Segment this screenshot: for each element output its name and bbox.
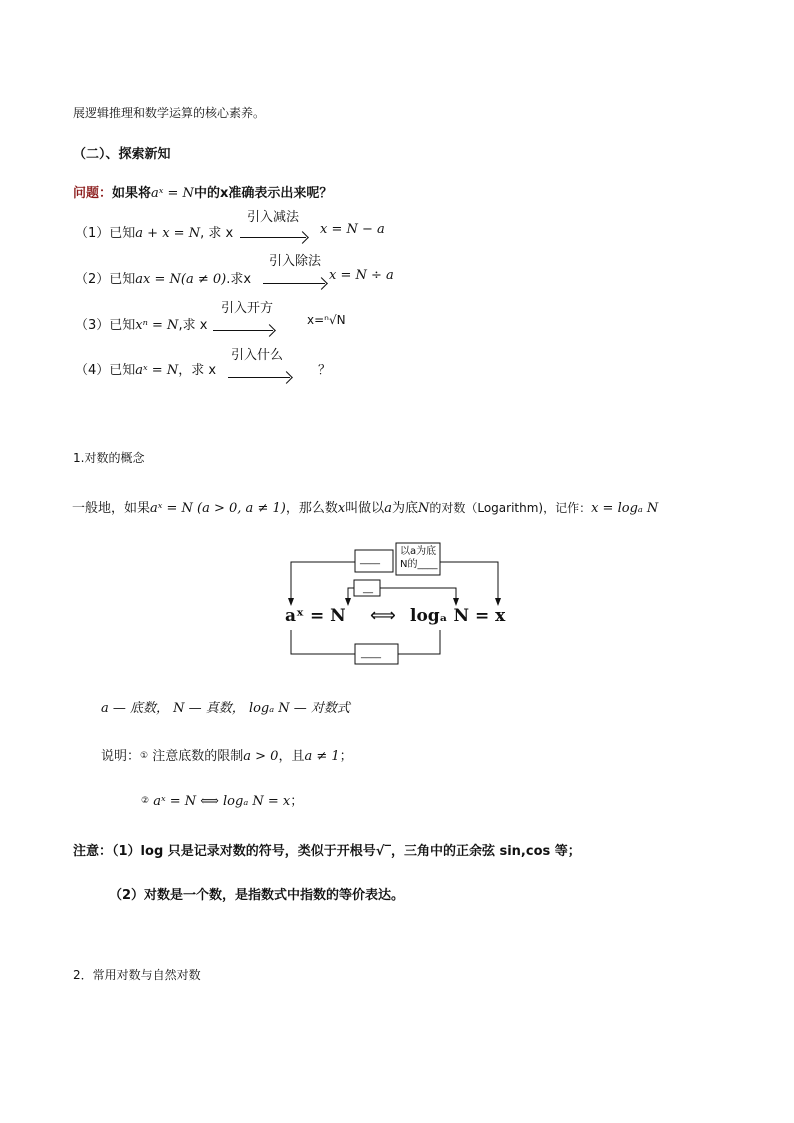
item-3 [75,314,207,333]
diagram-expr-right: logₐ N = x [410,606,506,626]
arrow-1 [240,237,306,238]
terms-line [101,697,350,716]
item-2 [75,268,251,287]
def-text: 叫做以 [345,501,385,516]
item-number: （1） [75,226,110,241]
def-var: N [417,501,430,516]
def-var: a [384,501,392,516]
item-seek: ，求 x [178,363,217,378]
arrow-label-1: 引入减法 [247,210,300,225]
bullet-1: ① [140,751,149,761]
explain-text: ； [290,794,304,809]
item-number: （2） [75,272,110,287]
note-line-1 [73,840,581,859]
item-condition: ax = N(a ≠ 0) [135,272,227,287]
item-1 [75,222,233,241]
diagram-top-label-line2: N的____ [400,559,438,570]
def-text: 为底 [391,501,418,516]
note-label: 注意： [73,844,113,859]
note-text-1: （1）log 只是记录对数的符号，类似于开根号√‾，三角中的正余弦 sin,cos 等； [112,844,581,859]
item-result-1: x = N − a [320,222,385,237]
arrow-label-2: 引入除法 [269,254,322,269]
def-text: 的对数（Logarithm)，记作： [429,501,592,515]
item-result-4: ？ [318,363,332,378]
arrow-label-4: 引入什么 [231,348,284,363]
item-seek: , 求 x [200,226,234,241]
def-notation: x = logₐ N [591,501,659,516]
item-number: （4） [75,363,110,378]
common-log-heading: 2．常用对数与自然对数 [73,968,201,982]
diagram-bottom-box: ____ [361,648,381,659]
question-text-b: 中的x准确表示出来呢？ [193,186,333,201]
concept-heading: 1.对数的概念 [73,451,145,465]
def-formula: aˣ = N (a > 0, a ≠ 1) [150,501,286,516]
diagram-inner-box: __ [363,583,373,594]
item-condition: xⁿ = N [135,318,179,333]
diagram-equiv: ⟺ [370,605,396,626]
item-result-3: x=ⁿ√N [307,313,346,327]
diagram-left-box: ____ [360,554,380,565]
item-given: 已知 [109,363,136,378]
def-text: 一般地，如果 [72,501,151,516]
term-antilog: N — 真数， [173,701,245,716]
item-condition: aˣ = N [135,363,179,378]
item-seek: .求x [226,272,252,287]
bullet-2: ② [141,796,150,806]
explain-line-2 [141,790,303,809]
diagram-top-label [400,545,437,571]
item-given: 已知 [109,226,136,241]
term-base: a — 底数， [101,701,170,716]
question-line [73,182,332,201]
question-text-a: 如果将 [112,186,152,201]
def-var: x [337,501,346,516]
explain-line-1 [101,745,353,764]
item-given: 已知 [109,272,136,287]
item-given: 已知 [109,318,136,333]
section-heading: （二）、探索新知 [73,147,171,162]
term-log-expr: logₐ N — 对数式 [248,701,350,716]
item-condition: a + x = N [135,226,201,241]
arrow-4 [228,377,290,378]
arrow-3 [213,330,273,331]
def-text: ，那么数 [285,501,338,516]
continued-paragraph: 展逻辑推理和数学运算的核心素养。 [73,106,266,120]
explain-text: 注意底数的限制 [152,749,244,764]
explain-label: 说明： [101,749,141,764]
explain-cond: a > 0 [243,749,279,764]
arrow-label-3: 引入开方 [221,301,274,316]
arrow-2 [263,283,325,284]
note-line-2: （2）对数是一个数，是指数式中指数的等价表达。 [109,888,405,903]
explain-text: ，且 [278,749,305,764]
diagram-top-label-line1: 以a为底 [400,546,437,557]
item-result-2: x = N ÷ a [329,268,394,283]
explain-formula: aˣ = N ⟺ logₐ N = x [153,794,291,809]
diagram-expr-left: aˣ = N [285,606,346,626]
explain-cond: a ≠ 1 [304,749,340,764]
explain-text: ； [339,749,353,764]
question-formula: aˣ = N [151,186,194,201]
item-4 [75,359,216,378]
item-number: （3） [75,318,110,333]
question-prefix: 问题： [73,186,113,201]
item-seek: ,求 x [178,318,208,333]
definition-paragraph [72,497,658,516]
